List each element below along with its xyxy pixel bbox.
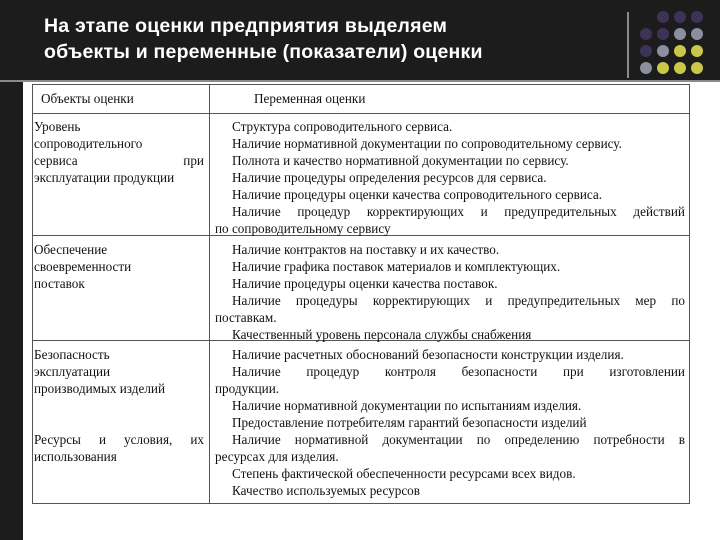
title-line-1: На этапе оценки предприятия выделяем (44, 15, 448, 37)
object-line: Уровень (34, 119, 81, 134)
object-line: сервиса при (34, 153, 204, 168)
variable-cell (215, 346, 685, 499)
variable-line: Наличие нормативной документации по сопроводительному сервису. (232, 136, 622, 151)
accent-dot (674, 28, 686, 40)
variable-line: Структура сопроводительного сервиса. (232, 119, 453, 134)
variable-line: поставкам. (215, 310, 277, 325)
variable-line: Степень фактической обеспеченности ресурсами всех видов. (232, 466, 576, 481)
object-line: поставок (34, 276, 85, 291)
accent-dot (691, 28, 703, 40)
slide-title (44, 13, 624, 65)
title-line-2: объекты и переменные (показатели) оценки (44, 41, 483, 63)
evaluation-table (26, 82, 696, 505)
object-line: Ресурсы и условия, их (34, 432, 204, 447)
variable-line: Предоставление потребителям гарантий безопасности изделий (232, 415, 587, 430)
accent-dot (674, 62, 686, 74)
object-line: Безопасность (34, 347, 110, 362)
variable-line: Полнота и качество нормативной документации по сервису. (232, 153, 569, 168)
header-vertical-divider (627, 12, 629, 78)
variable-line: Наличие процедуры корректирующих и предупредительных мер по (232, 293, 685, 308)
object-line: эксплуатации (34, 364, 111, 379)
accent-dot (691, 45, 703, 57)
accent-dot (674, 11, 686, 23)
table-top-rule (32, 84, 690, 85)
variable-line: продукции. (215, 381, 280, 396)
table-column-rule (209, 84, 210, 504)
object-line: производимых изделий (34, 381, 166, 396)
object-line: сопроводительного (34, 136, 143, 151)
accent-dot-grid (640, 11, 720, 81)
object-line: использования (34, 449, 117, 464)
table-right-rule (689, 84, 690, 504)
header-objects: Объекты оценки (41, 91, 134, 106)
variable-line: Наличие расчетных обоснований безопасности конструкции изделия. (232, 347, 624, 362)
variable-line: Наличие нормативной документации по испытаниям изделия. (232, 398, 582, 413)
table-left-rule (32, 84, 33, 504)
accent-dot (657, 62, 669, 74)
variable-line: Наличие процедур корректирующих и предупредительных действий (232, 204, 685, 219)
variable-line: по сопроводительному сервису (215, 221, 391, 236)
table-bottom-rule (32, 503, 690, 504)
accent-dot (691, 62, 703, 74)
variable-line: Наличие процедур контроля безопасности при изготовлении (232, 364, 685, 379)
variable-line: Наличие процедуры определения ресурсов для сервиса. (232, 170, 547, 185)
object-cell (34, 118, 204, 186)
header-variables: Переменная оценки (254, 91, 366, 106)
variable-line: Наличие нормативной документации по определению потребности в (232, 432, 685, 447)
accent-dot (640, 28, 652, 40)
table-header-rule (32, 113, 690, 114)
object-cell (34, 346, 204, 465)
variable-line: Наличие контрактов на поставку и их качество. (232, 242, 500, 257)
variable-line: Наличие процедуры оценки качества поставок. (232, 276, 498, 291)
accent-dot (674, 45, 686, 57)
object-cell (34, 241, 204, 292)
object-line (34, 397, 204, 414)
object-line: Обеспечение (34, 242, 108, 257)
variable-line: ресурсах для изделия. (215, 449, 339, 464)
accent-dot (640, 45, 652, 57)
variable-line: Качественный уровень персонала службы снабжения (232, 327, 532, 342)
slide-header (0, 0, 720, 80)
variable-line: Наличие процедуры оценки качества сопроводительного сервиса. (232, 187, 603, 202)
object-line: эксплуатации продукции (34, 170, 175, 185)
variable-cell (215, 241, 685, 343)
left-dark-bar (0, 82, 23, 540)
accent-dot (691, 11, 703, 23)
variable-cell (215, 118, 685, 237)
accent-dot (657, 45, 669, 57)
object-line (34, 414, 204, 431)
variable-line: Наличие графика поставок материалов и комплектующих. (232, 259, 561, 274)
object-line: своевременности (34, 259, 132, 274)
variable-line: Качество используемых ресурсов (232, 483, 421, 498)
accent-dot (657, 28, 669, 40)
accent-dot (640, 62, 652, 74)
accent-dot (657, 11, 669, 23)
